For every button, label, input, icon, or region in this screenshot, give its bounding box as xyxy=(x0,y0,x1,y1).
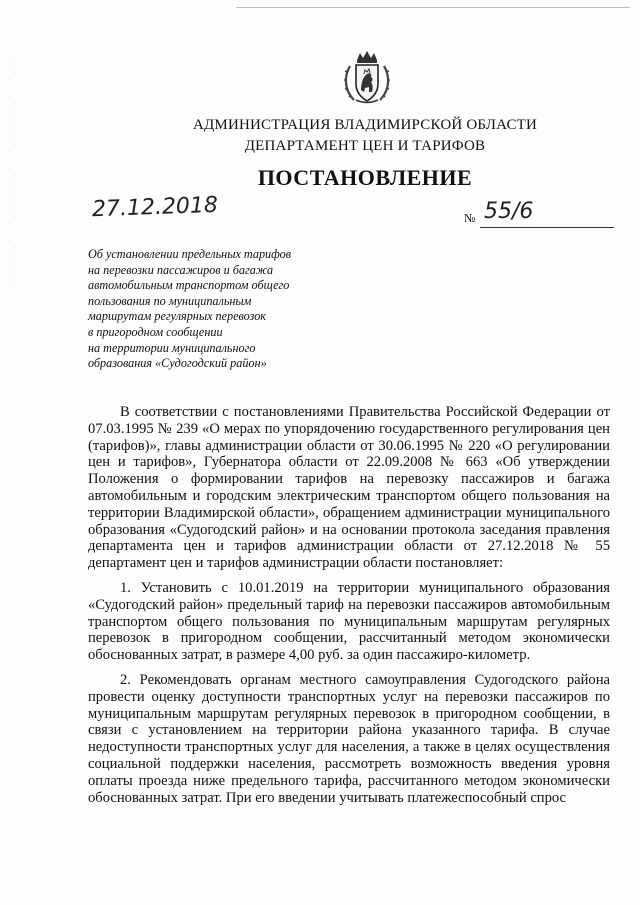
number-underline xyxy=(480,227,614,228)
number-label: № xyxy=(464,211,476,225)
document-type-title: ПОСТАНОВЛЕНИЕ xyxy=(257,165,473,190)
subject-line: пользования по муниципальным xyxy=(88,293,252,308)
org-name-line-1: АДМИНИСТРАЦИЯ ВЛАДИМИРСКОЙ ОБЛАСТИ xyxy=(192,117,538,133)
document-date: 27.12.2018 xyxy=(91,192,219,223)
subject-line: маршрутам регулярных перевозок xyxy=(88,309,267,324)
subject-line: на перевозки пассажиров и багажа xyxy=(88,262,274,277)
number-value: 55/6 xyxy=(484,199,534,224)
preamble-paragraph: В соответствии с постановлениями Правительства Российской Федерации от 07.03.1995 № 239 «О мерах по упорядочению государственного регулирования цен (тарифов)», главы администрации области от 30.06.1995 № 220 «О регулировании цен и тарифов», Губернатора области от 22.09.2008 № 663 «Об утверждении Положения о формировании тарифов на перевозку пассажиров и багажа автомобильным и городским электрическим транспортом общего пользования на территории Владимирской области», обращением администрации муниципального образования «Судогодский район» и на основании протокола заседания правления департамента цен и тарифов администрации области от 27.12.2018 № 55 департамент цен и тарифов администрации области постановляет: xyxy=(88,404,610,572)
subject-line: Об установлении предельных тарифов xyxy=(88,247,292,261)
item-2-paragraph: 2. Рекомендовать органам местного самоуправления Судогодского района провести оценку доступности транспортных услуг на перевозки пассажиров по муниципальным маршрутам регулярных перевозок в пригородном сообщении, в связи с установлением на территории района указанного тарифа. В случае недоступности транспортных услуг для населения, а также в целях осуществления социальной поддержки населения, рассмотреть возможность введения уровня оплаты проезда ниже предельного тарифа, рассчитанного методом экономически обоснованных затрат. При его введении учитывать платежеспособный спрос xyxy=(88,671,610,806)
document-number xyxy=(464,199,620,233)
subject-line: в пригородном сообщении xyxy=(88,324,223,339)
subject-line: образования «Судогодский район» xyxy=(88,356,267,371)
document-body xyxy=(88,404,610,806)
item-1-paragraph: 1. Установить с 10.01.2019 на территории муниципального образования «Судогодский район» предельный тариф на перевозки пассажиров автомобильным транспортом общего пользования по муниципальным маршрутам регулярных перевозок в пригородном сообщении, рассчитанный методом экономически обоснованных затрат, в размере 4,00 руб. за один пассажиро-километр. xyxy=(88,579,610,664)
scan-noise xyxy=(4,60,14,290)
coat-of-arms-icon xyxy=(342,50,392,106)
subject-line: автомобильным транспортом общего xyxy=(88,278,290,293)
org-name-line-2: ДЕПАРТАМЕНТ ЦЕН И ТАРИФОВ xyxy=(244,138,486,154)
subject-line: на территории муниципального xyxy=(88,340,256,355)
top-rule xyxy=(236,7,630,8)
subject-block xyxy=(88,247,348,372)
